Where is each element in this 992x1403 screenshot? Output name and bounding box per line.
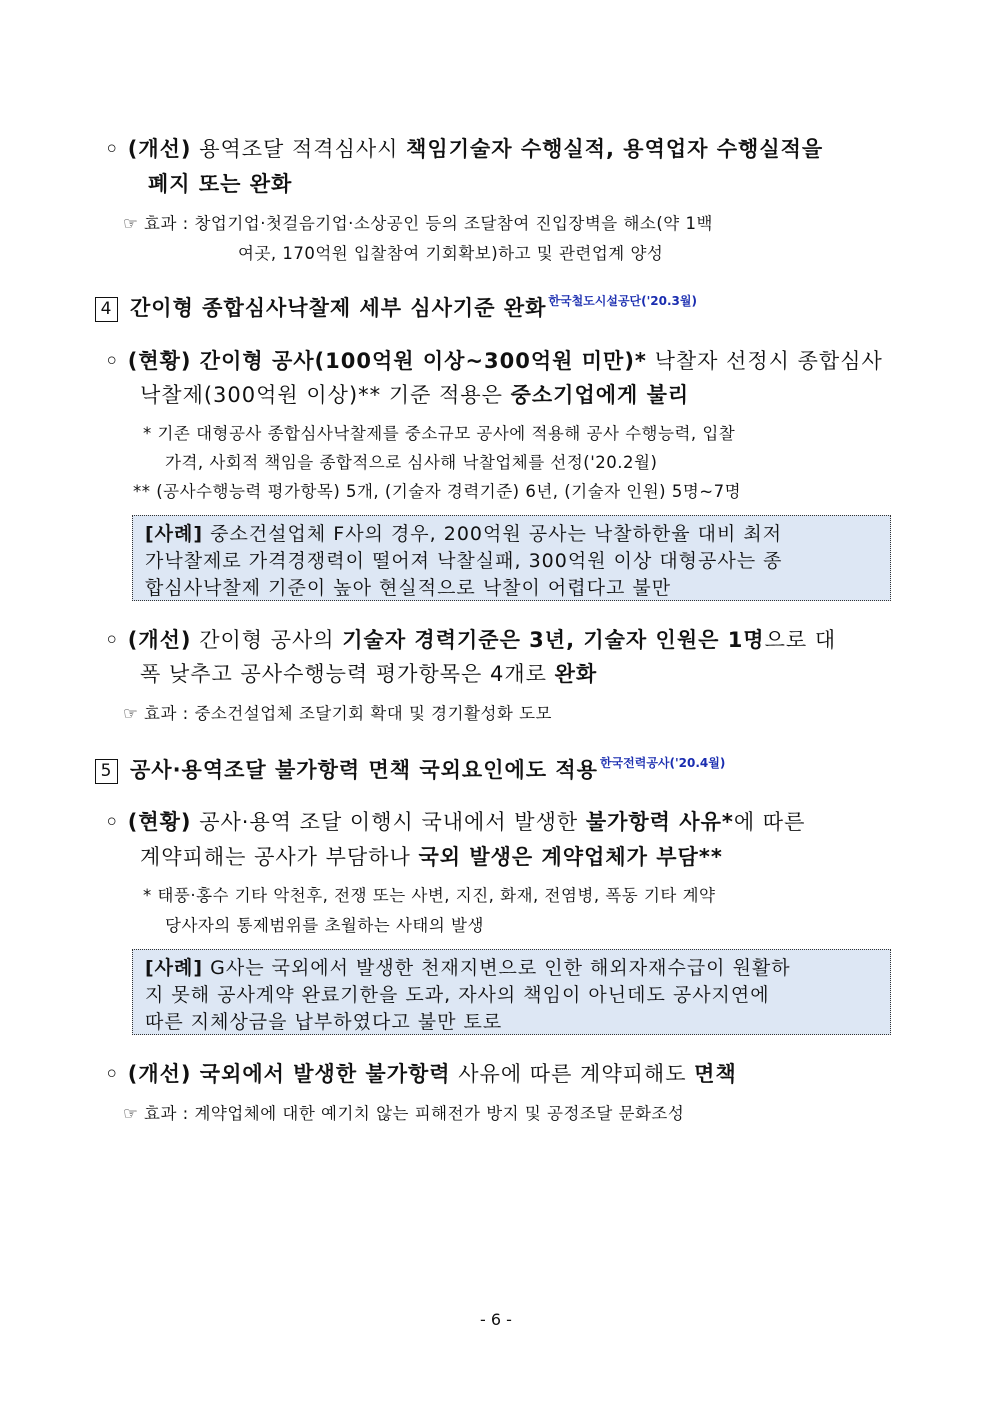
- text: 사유에 따른 계약피해도: [450, 1062, 695, 1086]
- footnote-1a: * 태풍·홍수 기타 악천후, 전쟁 또는 사변, 지진, 화재, 전염병, 폭동 기타 계약: [143, 886, 716, 905]
- status-line-1: [105, 806, 805, 836]
- section-title: 공사·용역조달 불가항력 면책 국외요인에도 적용: [130, 758, 598, 782]
- text: 용역조달 적격심사시: [191, 137, 407, 161]
- agency-tag: 한국철도시설공단('20.3월): [548, 294, 697, 308]
- improvement-line-2: [140, 658, 597, 688]
- footnote-2: ** (공사수행능력 평가항목) 5개, (기술자 경력기준) 6년, (기술자 인원) 5명~7명: [133, 482, 742, 501]
- text-bold: 완화: [554, 662, 598, 686]
- improvement-line-1: [105, 133, 823, 163]
- text-bold: ◦ (현황) 간이형 공사(100억원 이상~300억원 미만)*: [105, 349, 647, 373]
- case-box-1: [132, 515, 891, 601]
- case-line-2: 지 못해 공사계약 완료기한을 도과, 자사의 책임이 아닌데도 공사지연에: [145, 984, 770, 1006]
- footnote-1b: 가격, 사회적 책임을 종합적으로 심사해 낙찰업체를 선정('20.2월): [165, 453, 658, 472]
- improvement-line-1: [105, 1058, 737, 1088]
- case-box-2: [132, 949, 891, 1035]
- text: 공사·용역 조달 이행시 국내에서 발생한: [191, 810, 586, 834]
- text-bold: ◦ (개선) 국외에서 발생한 불가항력: [105, 1062, 451, 1086]
- case-line-1: [145, 519, 782, 546]
- text-bold: 불가항력 사유*: [585, 810, 734, 834]
- text: 낙찰자 선정시 종합심사: [646, 349, 883, 373]
- text-bold: 중소기업에게 불리: [510, 383, 690, 407]
- case-line-2: 가낙찰제로 가격경쟁력이 떨어져 낙찰실패, 300억원 이상 대형공사는 종: [145, 550, 783, 572]
- label: ◦ (현황): [105, 810, 192, 834]
- section-heading-5: [95, 754, 725, 784]
- case-line-3: 합심사낙찰제 기준이 높아 현실적으로 낙찰이 어렵다고 불만: [145, 577, 672, 599]
- effect-line: ☞ 효과 : 중소건설업체 조달기회 확대 및 경기활성화 도모: [123, 704, 552, 723]
- text: 에 따른: [733, 810, 806, 834]
- page-number: - 6 -: [480, 1310, 512, 1329]
- label: ◦ (개선): [105, 628, 192, 652]
- text-bold: 국외 발생은 계약업체가 부담**: [418, 845, 723, 869]
- section-heading-4: [95, 292, 697, 322]
- status-line-2: [140, 841, 723, 871]
- footnote-1a: * 기존 대형공사 종합심사낙찰제를 중소규모 공사에 적용해 공사 수행능력, 입찰: [143, 424, 736, 443]
- case-line-3: 따른 지체상금을 납부하였다고 불만 토로: [145, 1011, 503, 1033]
- effect-line: ☞ 효과 : 계약업체에 대한 예기치 않는 피해전가 방지 및 공정조달 문화조성: [123, 1104, 685, 1123]
- label: ◦ (개선): [105, 137, 192, 161]
- section-title: 간이형 종합심사낙찰제 세부 심사기준 완화: [130, 296, 547, 320]
- improvement-line-2: 폐지 또는 완화: [148, 172, 293, 196]
- case-label: [사례]: [145, 957, 204, 979]
- text-bold: 책임기술자 수행실적, 용역업자 수행실적을: [406, 137, 824, 161]
- text: 낙찰제(300억원 이상)** 기준 적용은: [140, 383, 511, 407]
- text: 중소건설업체 F사의 경우, 200억원 공사는 낙찰하한율 대비 최저: [203, 523, 783, 545]
- case-label: [사례]: [145, 523, 204, 545]
- text: 간이형 공사의: [191, 628, 343, 652]
- section-number-box: 4: [95, 297, 118, 322]
- text: 으로 대: [764, 628, 837, 652]
- footnote-1b: 당사자의 통제범위를 초월하는 사태의 발생: [165, 916, 484, 935]
- text-bold: 면책: [694, 1062, 737, 1086]
- text-bold: 기술자 경력기준은 3년, 기술자 인원은 1명: [342, 628, 765, 652]
- text: G사는 국외에서 발생한 천재지변으로 인한 해외자재수급이 원활하: [203, 957, 791, 979]
- text: 계약피해는 공사가 부담하나: [140, 845, 419, 869]
- effect-line-2: 여곳, 170억원 입찰참여 기회확보)하고 및 관련업계 양성: [238, 244, 664, 263]
- status-line-1: [105, 345, 883, 375]
- text: 폭 낮추고 공사수행능력 평가항목은 4개로: [140, 662, 555, 686]
- effect-line-1: ☞ 효과 : 창업기업·첫걸음기업·소상공인 등의 조달참여 진입장벽을 해소(약 1백: [123, 214, 713, 233]
- improvement-line-1: [105, 624, 836, 654]
- status-line-2: [140, 379, 689, 409]
- agency-tag: 한국전력공사('20.4월): [599, 756, 726, 770]
- case-line-1: [145, 953, 791, 980]
- section-number-box: 5: [95, 759, 118, 784]
